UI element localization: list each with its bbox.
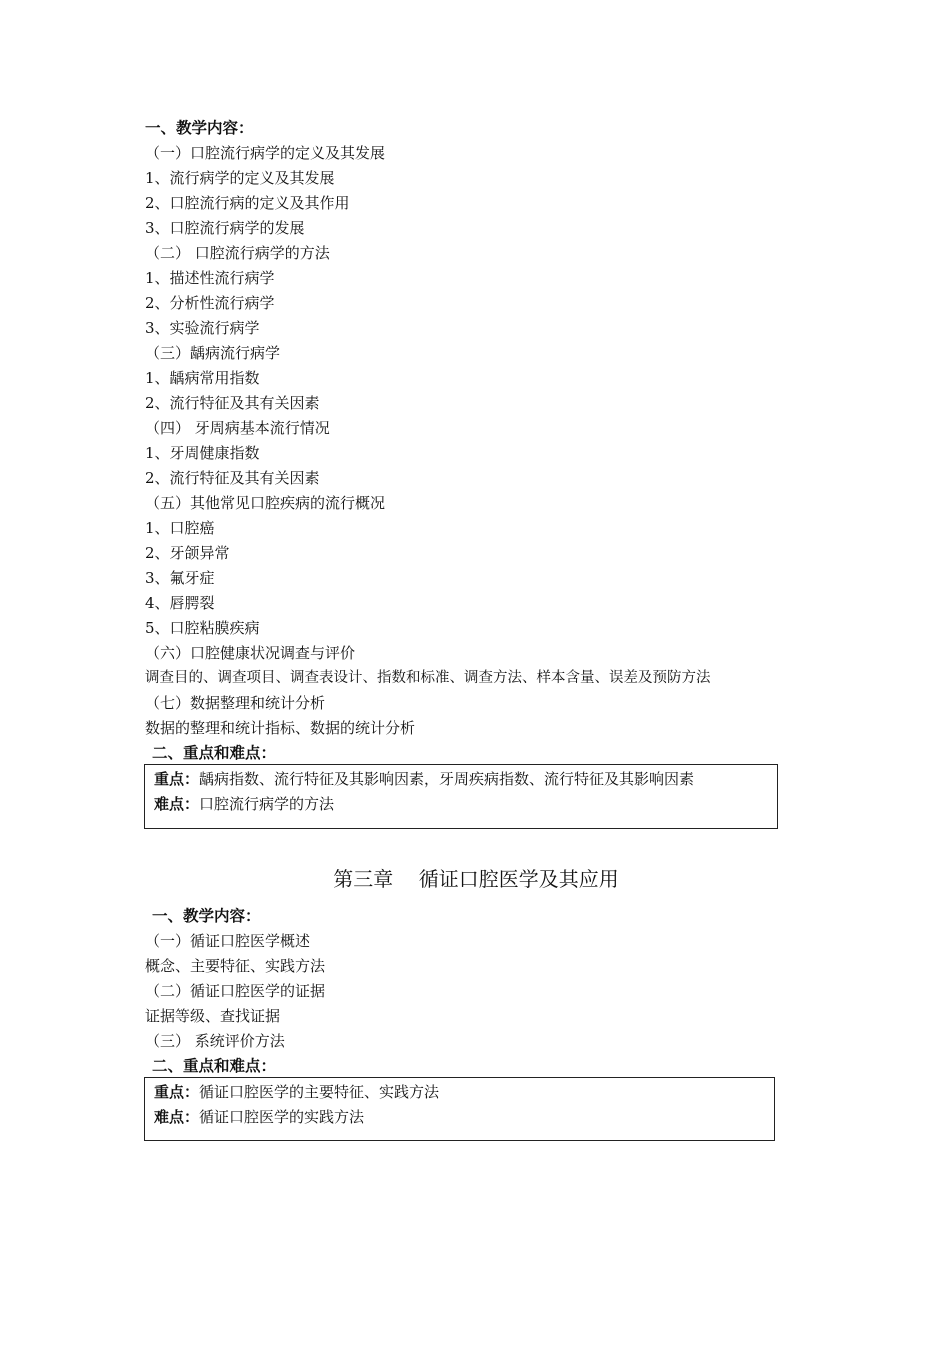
content-line: 证据等级、查找证据 — [145, 1007, 281, 1025]
content-line: 1、牙周健康指数 — [145, 444, 260, 462]
difficulty-text: 循证口腔医学的实践方法 — [199, 1108, 365, 1126]
content-line: 3、氟牙症 — [145, 569, 215, 587]
key-point-row — [154, 769, 694, 789]
content-line: 1、口腔癌 — [145, 519, 215, 537]
key-points-heading: 二、重点和难点： — [152, 744, 277, 762]
content-line: 2、流行特征及其有关因素 — [145, 469, 320, 487]
content-line: 1、流行病学的定义及其发展 — [145, 169, 335, 187]
difficulty-row — [154, 1107, 364, 1127]
difficulty-label: 难点： — [154, 795, 200, 813]
key-points-box — [144, 764, 778, 829]
content-line: 5、口腔粘膜疾病 — [145, 619, 260, 637]
section-heading: 一、教学内容： — [152, 907, 261, 925]
content-line: 1、龋病常用指数 — [145, 369, 260, 387]
difficulty-text: 口腔流行病学的方法 — [199, 795, 335, 813]
content-line: （六）口腔健康状况调查与评价 — [145, 644, 356, 662]
content-line: （一）口腔流行病学的定义及其发展 — [145, 144, 386, 162]
content-line: （五）其他常见口腔疾病的流行概况 — [145, 494, 386, 512]
content-line: 2、流行特征及其有关因素 — [145, 394, 320, 412]
content-line: 3、口腔流行病学的发展 — [145, 219, 305, 237]
content-line: （一）循证口腔医学概述 — [145, 932, 311, 950]
content-line: 概念、主要特征、实践方法 — [145, 957, 326, 975]
key-points-box — [144, 1077, 775, 1141]
key-label: 重点： — [154, 770, 200, 788]
content-line: 1、描述性流行病学 — [145, 269, 275, 287]
key-text: 循证口腔医学的主要特征、实践方法 — [199, 1083, 440, 1101]
content-line: 4、唇腭裂 — [145, 594, 215, 612]
key-label: 重点： — [154, 1083, 200, 1101]
difficulty-row — [154, 794, 334, 814]
content-line: 调查目的、调查项目、调查表设计、指数和标准、调查方法、样本含量、误差及预防方法 — [145, 670, 711, 686]
content-line: 数据的整理和统计指标、数据的统计分析 — [145, 719, 416, 737]
content-line: 2、口腔流行病的定义及其作用 — [145, 194, 350, 212]
key-text: 龋病指数、流行特征及其影响因素，牙周疾病指数、流行特征及其影响因素 — [199, 770, 695, 788]
content-line: （三）龋病流行病学 — [145, 344, 281, 362]
content-line: （三） 系统评价方法 — [145, 1032, 285, 1050]
difficulty-label: 难点： — [154, 1108, 200, 1126]
content-line: （二） 口腔流行病学的方法 — [145, 244, 330, 262]
chapter-title: 第三章 循证口腔医学及其应用 — [333, 867, 619, 891]
key-points-heading: 二、重点和难点： — [152, 1057, 277, 1075]
section-heading: 一、教学内容： — [145, 119, 254, 137]
content-line: （二）循证口腔医学的证据 — [145, 982, 326, 1000]
content-line: （四） 牙周病基本流行情况 — [145, 419, 330, 437]
key-point-row — [154, 1082, 439, 1102]
content-line: 2、牙颌异常 — [145, 544, 230, 562]
content-line: （七）数据整理和统计分析 — [145, 694, 326, 712]
content-line: 3、实验流行病学 — [145, 319, 260, 337]
content-line: 2、分析性流行病学 — [145, 294, 275, 312]
